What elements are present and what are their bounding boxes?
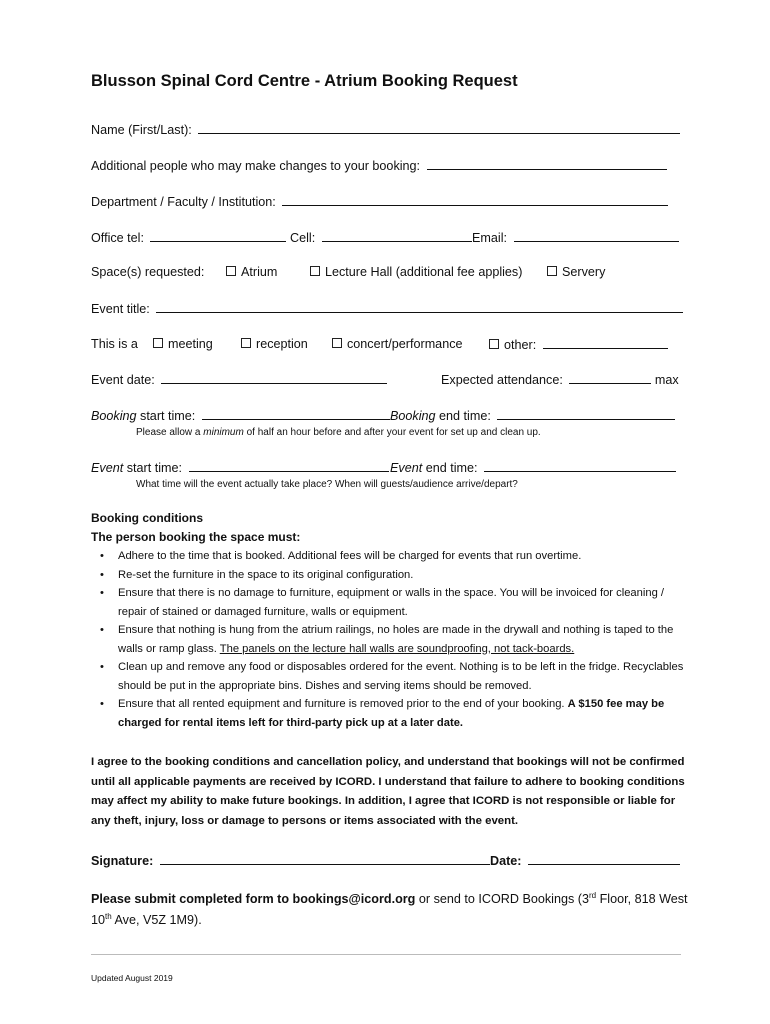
lecture-hall-note: The panels on the lecture hall walls are soundproofing, not tack-boards. xyxy=(219,642,575,655)
event-title-row xyxy=(91,300,683,317)
rental-fee-note: A $150 fee may be charged for rental items left for third-party pick up at a later date. xyxy=(118,698,665,729)
booking-word-end: Booking xyxy=(390,409,436,423)
condition-item: • Ensure that there is no damage to furniture, equipment or walls in the space. You will be invoiced for cleaning / repair of stained or damaged furniture, walls or equipment. xyxy=(91,584,691,621)
email-label: Email: xyxy=(472,231,507,245)
name-row xyxy=(91,121,680,138)
reception-checkbox[interactable] xyxy=(241,338,251,348)
event-date-label: Event date: xyxy=(91,373,155,387)
event-title-label: Event title: xyxy=(91,302,150,316)
booking-word: Booking xyxy=(91,409,137,423)
email-field[interactable] xyxy=(514,229,679,242)
department-label: Department / Faculty / Institution: xyxy=(91,195,276,209)
signature-field[interactable] xyxy=(160,852,490,865)
space-option-servery[interactable]: Servery xyxy=(547,264,605,280)
condition-item: • Adhere to the time that is booked. Additional fees will be charged for events that run overtime. xyxy=(91,547,691,566)
booking-end-field[interactable] xyxy=(497,407,675,420)
additional-people-label: Additional people who may make changes to your booking: xyxy=(91,159,421,173)
submit-instructions: Please submit completed form to bookings@icord.org or send to ICORD Bookings (3rd Floor, 818 West 10th Ave, V5Z 1M9). xyxy=(91,890,688,927)
conditions-list xyxy=(91,547,691,732)
event-date-field[interactable] xyxy=(161,371,387,384)
name-field[interactable] xyxy=(198,121,680,134)
date-group xyxy=(490,852,680,869)
signature-group xyxy=(91,852,490,869)
event-end-label: end time: xyxy=(425,461,478,475)
booking-start-group xyxy=(91,407,390,424)
booking-note: Please allow a minimum of half an hour before and after your event for set up and clean up. xyxy=(136,427,541,438)
type-option-meeting[interactable]: meeting xyxy=(153,336,213,352)
additional-people-row xyxy=(91,157,667,174)
space-option-lecture-hall[interactable]: Lecture Hall (additional fee applies) xyxy=(310,264,522,280)
lecture-hall-checkbox[interactable] xyxy=(310,266,320,276)
department-row xyxy=(91,193,668,210)
booking-end-group xyxy=(390,407,675,424)
type-option-concert[interactable]: concert/performance xyxy=(332,336,463,352)
date-label: Date: xyxy=(490,854,522,868)
event-start-group xyxy=(91,459,389,476)
agreement-text: I agree to the booking conditions and cancellation policy, and understand that bookings will not be confirmed until all applicable payments are received by ICORD. I understand that failure to adhere to booking conditions may affect my ability to make future bookings. In addition, I agree that ICORD is not responsible or liable for any theft, injury, loss or damage to persons or items associated with the event. xyxy=(91,756,685,827)
signature-label: Signature: xyxy=(91,854,154,868)
condition-item: • Ensure that nothing is hung from the atrium railings, no holes are made in the drywall and nothing is taped to the walls or ramp glass. The panels on the lecture hall walls are soundproofing, not tack-boards. xyxy=(91,621,691,658)
condition-item: • Ensure that all rented equipment and furniture is removed prior to the end of your booking. A $150 fee may be charged for rental items left for third-party pick up at a later date. xyxy=(91,695,691,732)
submit-email: Please submit completed form to bookings@icord.org xyxy=(91,892,416,906)
event-note: What time will the event actually take place? When will guests/audience arrive/depart? xyxy=(136,479,518,490)
concert-checkbox[interactable] xyxy=(332,338,342,348)
booking-start-label: start time: xyxy=(140,409,196,423)
cell-field[interactable] xyxy=(322,229,472,242)
event-word: Event xyxy=(91,461,124,475)
space-option-atrium[interactable]: Atrium xyxy=(226,264,277,280)
space-label: Space(s) requested: xyxy=(91,265,205,279)
attendance-label: Expected attendance: xyxy=(441,373,563,387)
other-checkbox[interactable] xyxy=(489,339,499,349)
other-field[interactable] xyxy=(543,336,668,349)
conditions-subheading: The person booking the space must: xyxy=(91,530,301,544)
condition-item: • Re-set the furniture in the space to its original configuration. xyxy=(91,566,691,585)
additional-people-field[interactable] xyxy=(427,157,667,170)
office-tel-field[interactable] xyxy=(150,229,286,242)
name-label: Name (First/Last): xyxy=(91,123,192,137)
attendance-field[interactable] xyxy=(569,371,651,384)
department-field[interactable] xyxy=(282,193,668,206)
date-field[interactable] xyxy=(528,852,680,865)
event-start-label: start time: xyxy=(126,461,183,475)
cell-label: Cell: xyxy=(290,231,316,245)
attendance-unit: max xyxy=(654,373,679,387)
attendance-group xyxy=(441,371,679,388)
conditions-heading: Booking conditions xyxy=(91,511,203,525)
event-end-field[interactable] xyxy=(484,459,676,472)
event-end-group xyxy=(390,459,676,476)
atrium-checkbox[interactable] xyxy=(226,266,236,276)
email-group xyxy=(472,229,679,246)
footer-updated: Updated August 2019 xyxy=(91,973,173,983)
footer-divider xyxy=(91,954,681,955)
this-is-a-label: This is a xyxy=(91,337,138,351)
condition-item: • Clean up and remove any food or disposables ordered for the event. Nothing is to be left in the fridge. Recyclables should be put in the appropriate bins. Dishes and serving items should be removed. xyxy=(91,658,691,695)
office-tel-label: Office tel: xyxy=(91,231,144,245)
booking-start-field[interactable] xyxy=(202,407,390,420)
office-tel-group xyxy=(91,229,286,246)
booking-end-label: end time: xyxy=(439,409,491,423)
event-word-end: Event xyxy=(390,461,423,475)
servery-checkbox[interactable] xyxy=(547,266,557,276)
type-option-other[interactable]: other: xyxy=(489,336,668,353)
form-title: Blusson Spinal Cord Centre - Atrium Booking Request xyxy=(91,72,518,90)
event-start-field[interactable] xyxy=(189,459,389,472)
meeting-checkbox[interactable] xyxy=(153,338,163,348)
event-date-row xyxy=(91,371,387,388)
cell-group xyxy=(290,229,472,246)
type-option-reception[interactable]: reception xyxy=(241,336,308,352)
event-title-field[interactable] xyxy=(156,300,683,313)
